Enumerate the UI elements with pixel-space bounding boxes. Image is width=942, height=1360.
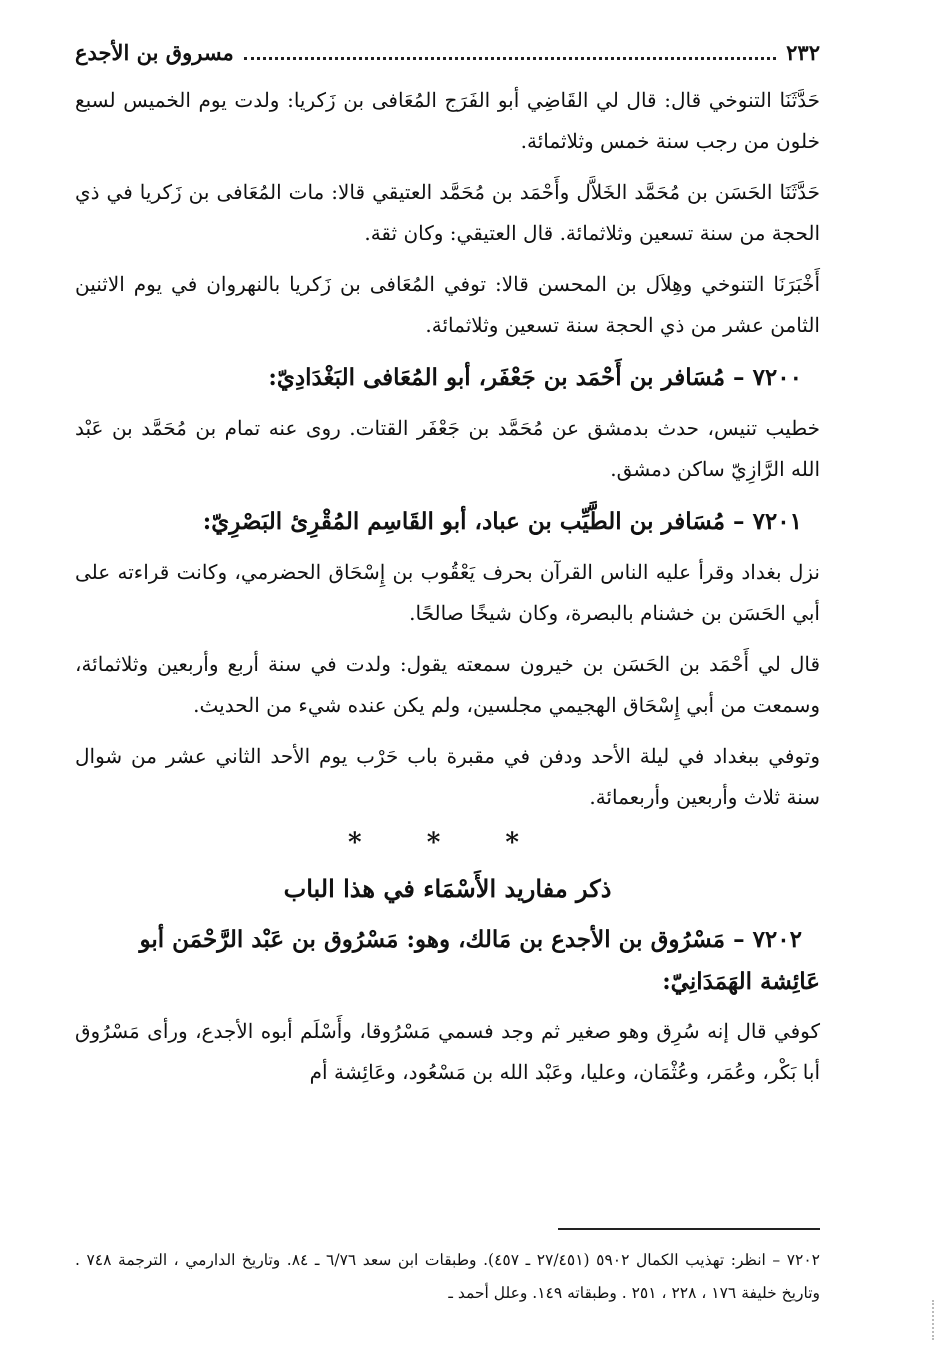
- footnote-rule: [558, 1228, 820, 1230]
- footnote: ٧٢٠٢ – انظر: تهذيب الكمال ٥٩٠٢ (٢٧/٤٥١ ـ ٤٥٧). وطبقات ابن سعد ٦/٧٦ ـ ٨٤. وتاريخ الدارمي ، الترجمة ٧٤٨ . وتاريخ خليفة ١٧٦ ، ٢٢٨ ، ٢٥١ . وطبقاته ١٤٩. وعلل أحمد ـ: [75, 1251, 821, 1302]
- entry-title-7200: ٧٢٠٠ – مُسَافر بن أَحْمَد بن جَعْفَر، أبو المُعَافى البَغْدَادِيّ:: [268, 364, 802, 391]
- entry-text-7202: كوفي قال إنه سُرِق وهو صغير ثم وجد فسمي مَسْرُوقا، وأَسْلَم أبوه الأجدع، ورأى مَسْرُوق أبا بَكْر، وعُمَر، وعُثْمَان، وعليا، وعَبْد الله بن مَسْعُود، وعَائِشة أم: [75, 1019, 820, 1084]
- entry-title-7202: ٧٢٠٢ – مَسْرُوق بن الأجدع بن مَالك، وهو: مَسْرُوق بن عَبْد الرَّحْمَن أبو عَائِشة الهَمَدَانِيّ:: [139, 926, 820, 995]
- page-header: [75, 40, 820, 80]
- entry-text-7200: خطيب تنيس، حدث بدمشق عن مُحَمَّد بن جَعْفَر القتات. روى عنه تمام بن مُحَمَّد بن عَبْد الله الرَّازِيّ ساكن دمشق.: [75, 416, 820, 481]
- header-leader-dots: [244, 43, 776, 60]
- entry-paragraph-7201: نزل بغداد وقرأ عليه الناس القرآن بحرف يَعْقُوب بن إِسْحَاق الحضرمي، وكانت قراءته على أبي الحَسَن بن خشنام بالبصرة، وكان شيخًا صالحًا.: [75, 560, 820, 625]
- running-title: مسروق بن الأجدع: [75, 40, 234, 65]
- page-number: ٢٣٢: [786, 40, 820, 65]
- margin-marks: [932, 1300, 938, 1340]
- entry-paragraph-7201: وتوفي ببغداد في ليلة الأحد ودفن في مقبرة باب حَرْب يوم الأحد الثاني عشر من شوال سنة ثلاث وأربعين وأربعمائة.: [75, 744, 820, 809]
- paragraph: حَدَّثَنَا الحَسَن بن مُحَمَّد الخَلاَّل وأَحْمَد بن مُحَمَّد العتيقي قالا: مات المُعَافى بن زَكريا في ذي الحجة من سنة تسعين وثلاثمائة. قال العتيقي: وكان ثقة.: [75, 180, 820, 245]
- section-separator: * * *: [348, 828, 547, 858]
- entry-paragraph-7201: قال لي أَحْمَد بن الحَسَن بن خيرون سمعته يقول: ولدت في سنة أربع وأربعين وثلاثمائة، وسمعت من أبي إِسْحَاق الهجيمي مجلسين، ولم يكن عنده شيء من الحديث.: [75, 652, 821, 717]
- paragraph: أَخْبَرَنَا التنوخي وهِلاَل بن المحسن قالا: توفي المُعَافى بن زَكريا بالنهروان في يوم الاثنين الثامن عشر من ذي الحجة سنة تسعين وثلاثمائة.: [75, 272, 820, 337]
- paragraph: حَدَّثَنَا التنوخي قال: قال لي القَاضِي أبو الفَرَج المُعَافى بن زَكريا: ولدت يوم الخميس لسبع خلون من رجب سنة خمس وثلاثمائة.: [75, 88, 820, 153]
- entry-title-7201: ٧٢٠١ – مُسَافر بن الطَّيِّب بن عباد، أبو القَاسِم المُقْرِئ البَصْرِيّ:: [202, 508, 802, 535]
- section-title: ذكر مفاريد الأَسْمَاء في هذا الباب: [283, 874, 612, 903]
- book-page: [75, 40, 820, 1340]
